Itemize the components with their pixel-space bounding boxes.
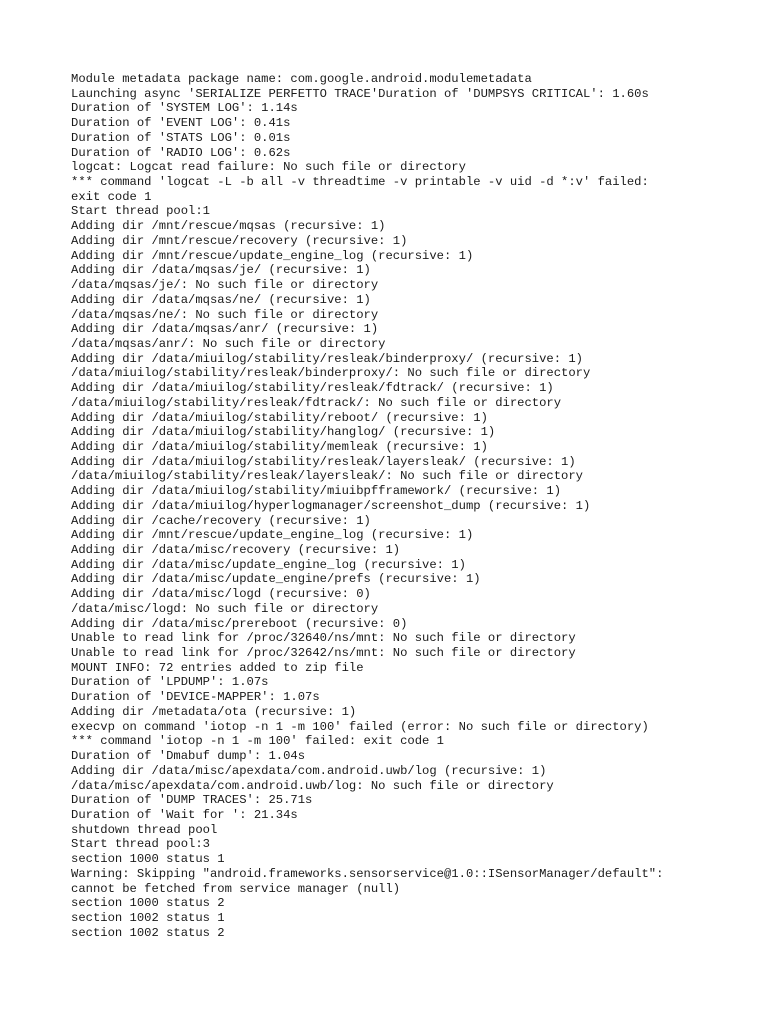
log-line: Unable to read link for /proc/32642/ns/mnt: No such file or directory [71, 646, 576, 661]
log-line: Duration of 'LPDUMP': 1.07s [71, 675, 269, 690]
log-line: Duration of 'DUMP TRACES': 25.71s [71, 793, 313, 808]
log-line: Adding dir /cache/recovery (recursive: 1) [71, 513, 371, 528]
log-line: Start thread pool:1 [71, 204, 210, 219]
log-line: section 1000 status 2 [71, 896, 225, 911]
log-line: Duration of 'SYSTEM LOG': 1.14s [71, 101, 298, 116]
log-line: /data/miuilog/stability/resleak/layersleak/: No such file or directory [71, 469, 583, 484]
log-line: Adding dir /mnt/rescue/update_engine_log (recursive: 1) [71, 248, 474, 263]
log-line: Adding dir /metadata/ota (recursive: 1) [71, 704, 357, 719]
log-line: Adding dir /mnt/rescue/mqsas (recursive: 1) [71, 219, 386, 234]
log-line: cannot be fetched from service manager (null) [71, 881, 401, 896]
log-line: Start thread pool:3 [71, 837, 210, 852]
log-line: Adding dir /data/miuilog/stability/resleak/binderproxy/ (recursive: 1) [71, 351, 583, 366]
log-line: /data/miuilog/stability/resleak/binderproxy/: No such file or directory [71, 366, 591, 381]
log-line: Adding dir /data/misc/apexdata/com.android.uwb/log (recursive: 1) [71, 763, 547, 778]
log-line: Adding dir /data/miuilog/stability/memleak (recursive: 1) [71, 439, 488, 454]
log-line: MOUNT INFO: 72 entries added to zip file [71, 660, 364, 675]
log-line: exit code 1 [71, 189, 152, 204]
log-line: /data/mqsas/je/: No such file or directory [71, 278, 379, 293]
log-line: /data/mqsas/ne/: No such file or directory [71, 307, 379, 322]
log-line: Adding dir /data/miuilog/stability/resleak/layersleak/ (recursive: 1) [71, 454, 576, 469]
log-line: Launching async 'SERIALIZE PERFETTO TRACE'Duration of 'DUMPSYS CRITICAL': 1.60s [71, 86, 649, 101]
log-line: Unable to read link for /proc/32640/ns/mnt: No such file or directory [71, 631, 576, 646]
log-line: Adding dir /mnt/rescue/recovery (recursive: 1) [71, 233, 408, 248]
log-line: Adding dir /data/misc/update_engine_log (recursive: 1) [71, 557, 466, 572]
log-line: *** command 'logcat -L -b all -v threadtime -v printable -v uid -d *:v' failed: [71, 175, 649, 190]
log-line: shutdown thread pool [71, 822, 218, 837]
log-line: Duration of 'STATS LOG': 0.01s [71, 130, 291, 145]
log-line: /data/mqsas/anr/: No such file or directory [71, 336, 386, 351]
log-line: Adding dir /data/miuilog/stability/reboot/ (recursive: 1) [71, 410, 488, 425]
log-line: Adding dir /data/misc/logd (recursive: 0) [71, 587, 371, 602]
log-line: logcat: Logcat read failure: No such file or directory [71, 160, 466, 175]
log-output [71, 72, 711, 940]
log-line: Adding dir /data/misc/recovery (recursive: 1) [71, 543, 401, 557]
log-line: section 1002 status 1 [71, 910, 225, 925]
log-line: Adding dir /data/misc/prereboot (recursive: 0) [71, 616, 408, 631]
log-line: Adding dir /data/miuilog/stability/miuibpfframework/ (recursive: 1) [71, 484, 562, 499]
log-line: /data/misc/logd: No such file or directory [71, 601, 379, 616]
log-line: Duration of 'DEVICE-MAPPER': 1.07s [71, 690, 320, 705]
log-line: Adding dir /data/mqsas/anr/ (recursive: 1) [71, 322, 379, 337]
log-line: Duration of 'Wait for ': 21.34s [71, 807, 298, 822]
log-line: Duration of 'Dmabuf dump': 1.04s [71, 749, 306, 764]
log-line: Adding dir /mnt/rescue/update_engine_log (recursive: 1) [71, 528, 474, 543]
log-line: execvp on command 'iotop -n 1 -m 100' failed (error: No such file or directory) [71, 719, 649, 734]
log-line: *** command 'iotop -n 1 -m 100' failed: exit code 1 [71, 734, 444, 749]
log-line: section 1002 status 2 [71, 925, 225, 940]
log-line: Duration of 'RADIO LOG': 0.62s [71, 145, 291, 160]
log-line: /data/misc/apexdata/com.android.uwb/log: No such file or directory [71, 778, 554, 793]
log-line: section 1000 status 1 [71, 852, 225, 867]
log-line: Warning: Skipping "android.frameworks.sensorservice@1.0::ISensorManager/default": [71, 866, 664, 881]
log-line: Adding dir /data/miuilog/hyperlogmanager/screenshot_dump (recursive: 1) [71, 498, 591, 513]
log-line: Duration of 'EVENT LOG': 0.41s [71, 116, 291, 131]
log-line: Adding dir /data/misc/update_engine/prefs (recursive: 1) [71, 572, 481, 587]
log-line: Module metadata package name: com.google.android.modulemetadata [71, 72, 532, 86]
log-line: Adding dir /data/mqsas/ne/ (recursive: 1) [71, 292, 371, 307]
log-line: /data/miuilog/stability/resleak/fdtrack/: No such file or directory [71, 395, 562, 410]
log-line: Adding dir /data/miuilog/stability/resleak/fdtrack/ (recursive: 1) [71, 381, 554, 396]
log-line: Adding dir /data/miuilog/stability/hanglog/ (recursive: 1) [71, 425, 496, 440]
log-line: Adding dir /data/mqsas/je/ (recursive: 1) [71, 263, 371, 278]
